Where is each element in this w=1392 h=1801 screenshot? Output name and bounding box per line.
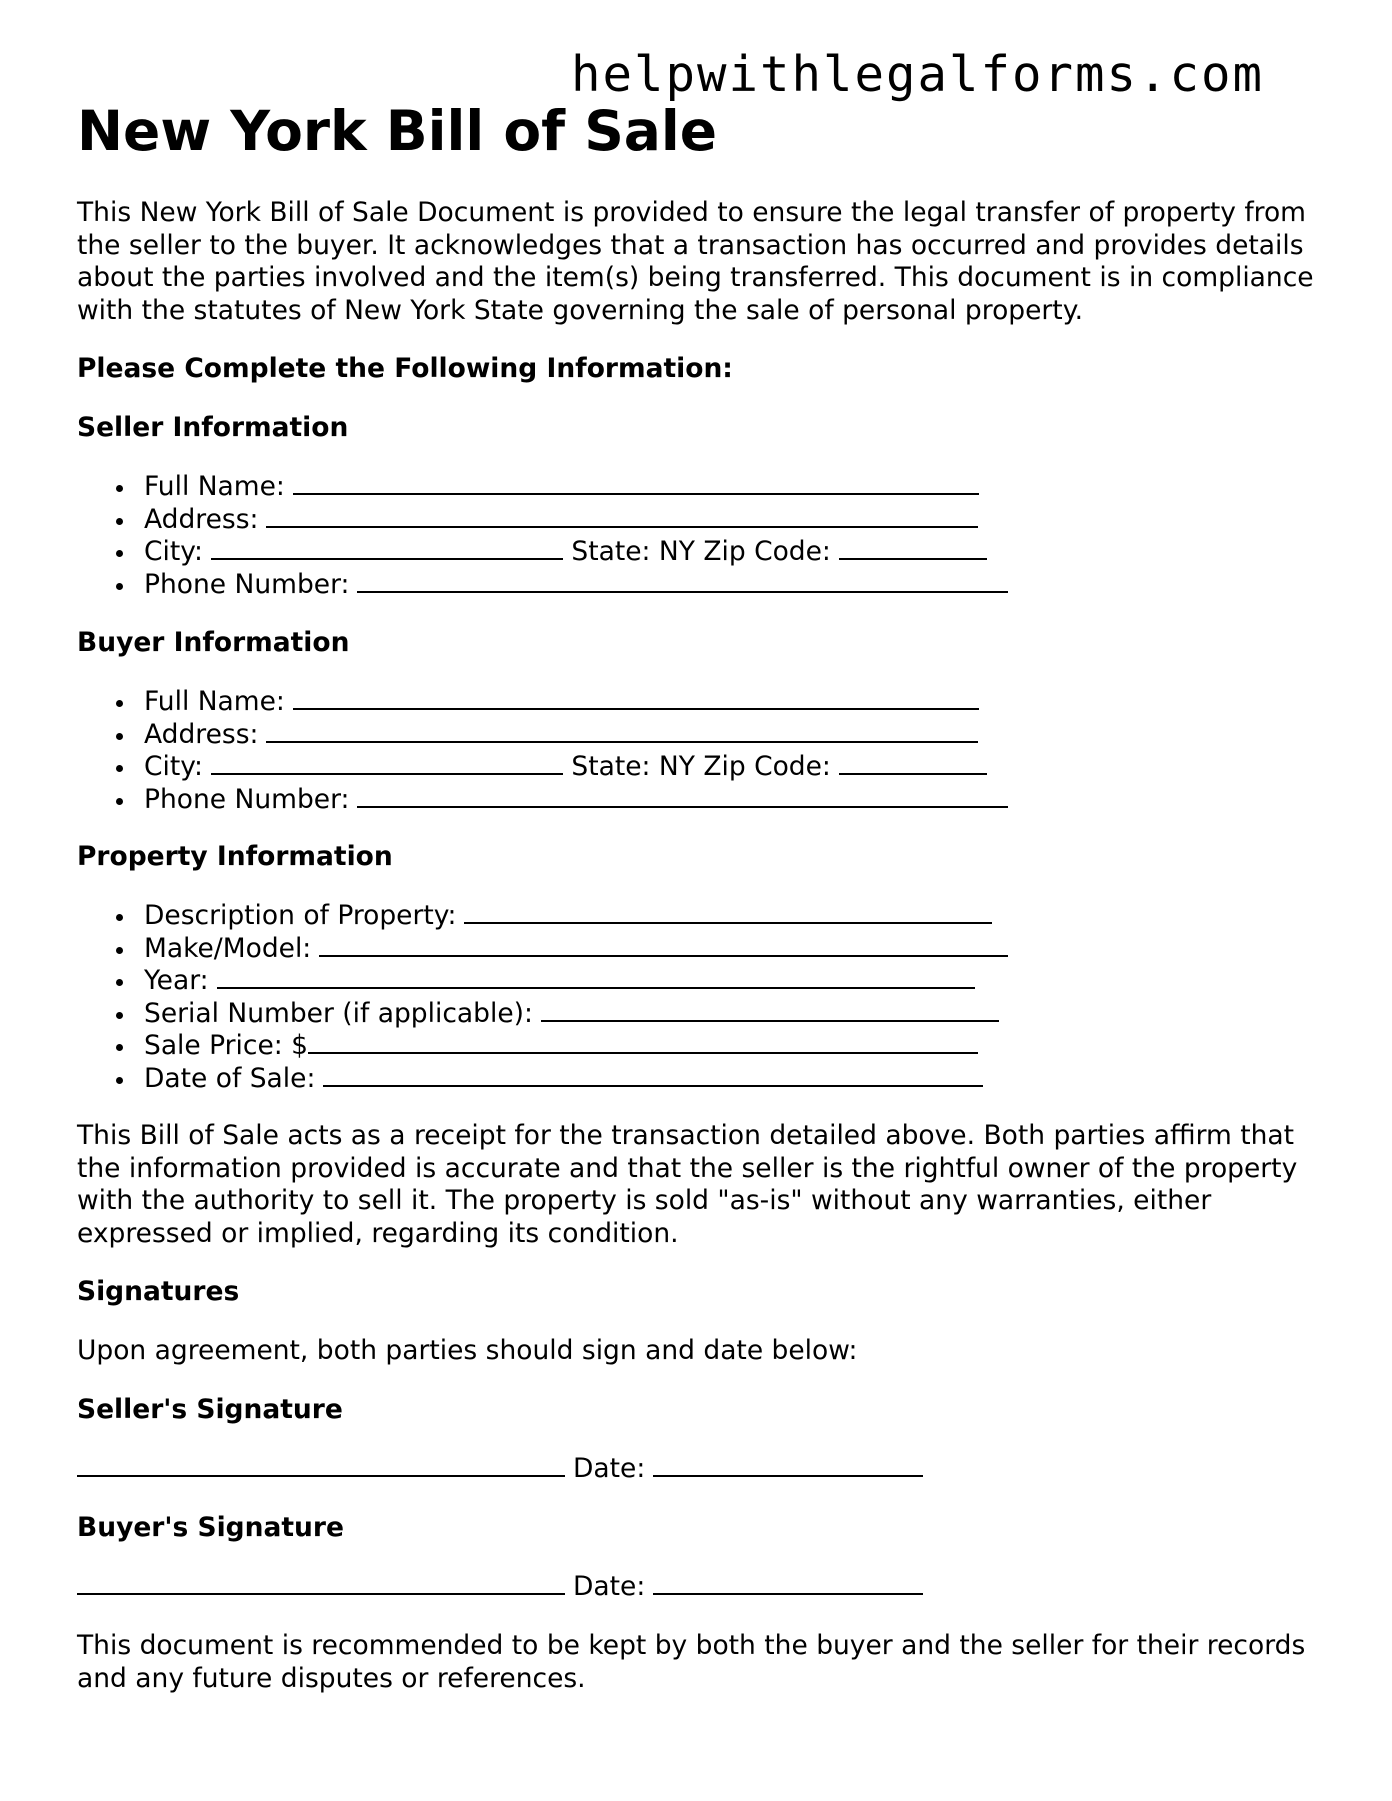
list-item <box>77 686 1008 719</box>
seller-address-field[interactable] <box>266 504 978 528</box>
property-serial-label: Serial Number (if applicable): <box>144 997 533 1029</box>
list-item <box>77 1030 1008 1063</box>
list-item <box>77 933 1008 966</box>
list-item <box>77 536 1008 569</box>
seller-full-name-label: Full Name: <box>144 471 285 502</box>
seller-zip-field[interactable] <box>839 536 987 560</box>
property-description-label: Description of Property: <box>144 900 457 931</box>
seller-city-field[interactable] <box>211 536 563 560</box>
list-item <box>77 1063 1008 1096</box>
list-item <box>77 998 1008 1031</box>
seller-fields <box>77 471 1008 601</box>
page-title: New York Bill of Sale <box>77 99 718 163</box>
buyer-fields <box>77 686 1008 816</box>
list-item <box>77 504 1008 537</box>
seller-state-zip-label: State: NY Zip Code: <box>571 536 831 567</box>
buyer-full-name-label: Full Name: <box>144 686 285 717</box>
buyer-signature-heading: Buyer's Signature <box>77 1512 344 1543</box>
property-description-field[interactable] <box>464 900 992 924</box>
instructions-heading: Please Complete the Following Information: <box>77 353 733 384</box>
buyer-phone-label: Phone Number: <box>144 783 350 815</box>
intro-paragraph: This New York Bill of Sale Document is provided to ensure the legal transfer of property from the seller to the buyer. It acknowledges that a transaction has occurred and provides details about the parties involved and the item(s) being transferred. This document is in compliance with the statutes of New York State governing the sale of personal property. <box>77 197 1314 326</box>
watermark: helpwithlegalforms.com <box>571 46 1265 103</box>
receipt-paragraph: This Bill of Sale acts as a receipt for the transaction detailed above. Both parties affirm that the information provided is accurate and that the seller is the rightful owner of the property with the authority to sell it. The property is sold "as-is" without any warranties, either expressed or implied, regarding its condition. <box>77 1120 1298 1249</box>
property-serial-field[interactable] <box>541 998 999 1022</box>
seller-city-label: City: <box>144 536 203 567</box>
property-year-label: Year: <box>144 965 209 996</box>
buyer-city-label: City: <box>144 751 203 782</box>
list-item <box>77 471 1008 504</box>
signatures-instruction: Upon agreement, both parties should sign and date below: <box>77 1335 858 1366</box>
buyer-state-zip-label: State: NY Zip Code: <box>571 751 831 782</box>
seller-phone-label: Phone Number: <box>144 568 350 600</box>
seller-full-name-field[interactable] <box>293 471 979 495</box>
property-make-model-label: Make/Model: <box>144 932 312 964</box>
buyer-zip-field[interactable] <box>839 751 987 775</box>
buyer-signature-row <box>77 1571 923 1604</box>
seller-signature-row <box>77 1453 923 1486</box>
buyer-signature-field[interactable] <box>77 1571 565 1595</box>
seller-phone-field[interactable] <box>357 569 1008 593</box>
buyer-date-label: Date: <box>573 1571 646 1602</box>
buyer-full-name-field[interactable] <box>293 686 979 710</box>
seller-signature-heading: Seller's Signature <box>77 1394 343 1425</box>
buyer-address-field[interactable] <box>266 719 978 743</box>
list-item <box>77 900 1008 933</box>
list-item <box>77 784 1008 817</box>
seller-date-label: Date: <box>573 1453 646 1484</box>
seller-address-label: Address: <box>144 503 259 535</box>
buyer-phone-field[interactable] <box>357 784 1008 808</box>
seller-heading: Seller Information <box>77 412 349 443</box>
buyer-heading: Buyer Information <box>77 627 350 658</box>
seller-date-field[interactable] <box>653 1453 923 1477</box>
property-price-label: Sale Price: $ <box>144 1030 309 1061</box>
list-item <box>77 569 1008 602</box>
list-item <box>77 719 1008 752</box>
seller-signature-field[interactable] <box>77 1453 565 1477</box>
property-heading: Property Information <box>77 841 393 872</box>
signatures-heading: Signatures <box>77 1276 240 1307</box>
buyer-date-field[interactable] <box>653 1571 923 1595</box>
list-item <box>77 751 1008 784</box>
property-make-model-field[interactable] <box>319 933 1008 957</box>
closing-paragraph: This document is recommended to be kept by both the buyer and the seller for their records and any future disputes or references. <box>77 1630 1306 1694</box>
property-fields <box>77 900 1008 1095</box>
property-date-field[interactable] <box>323 1063 983 1087</box>
buyer-city-field[interactable] <box>211 751 563 775</box>
property-date-label: Date of Sale: <box>144 1062 316 1094</box>
buyer-address-label: Address: <box>144 718 259 750</box>
property-price-field[interactable] <box>308 1030 978 1054</box>
list-item <box>77 965 1008 998</box>
property-year-field[interactable] <box>217 965 975 989</box>
